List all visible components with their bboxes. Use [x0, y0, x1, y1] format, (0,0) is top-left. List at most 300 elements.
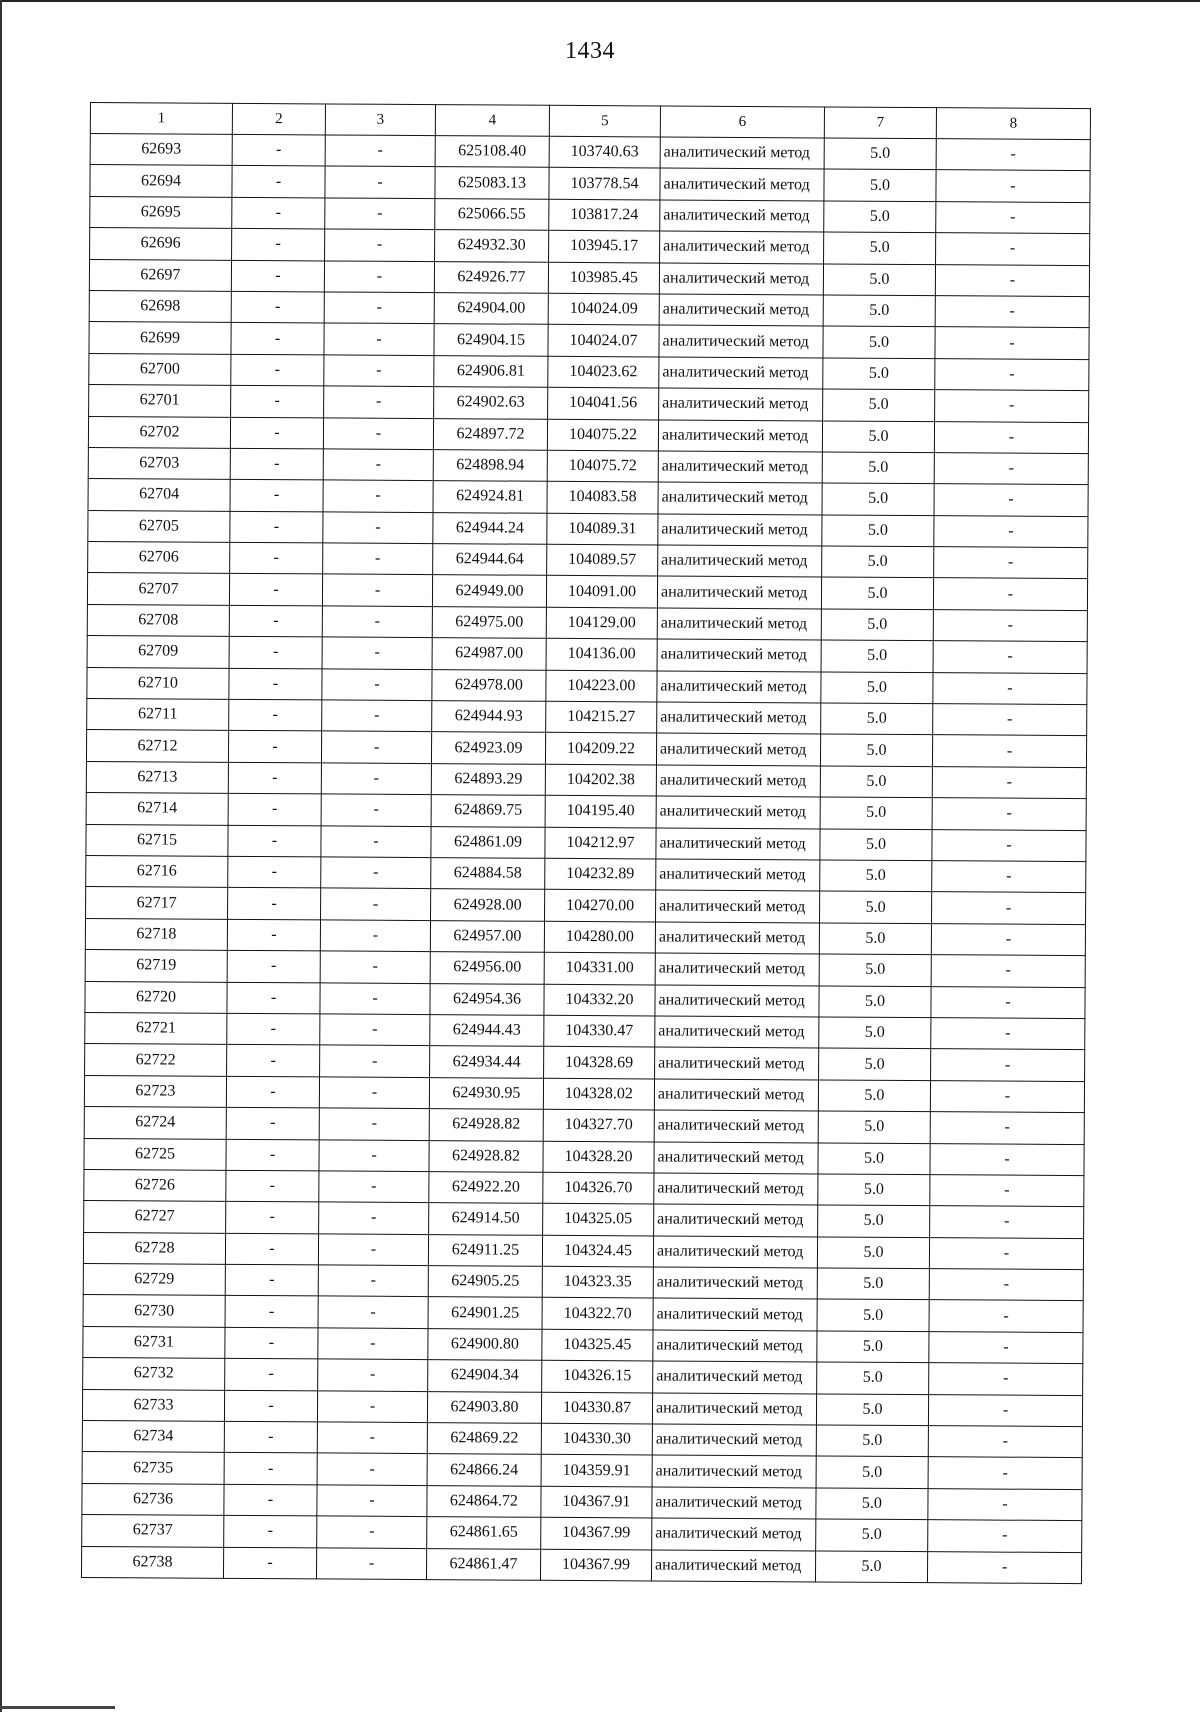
- col-8-value-cell: -: [936, 170, 1090, 202]
- coord-y-cell: 104332.20: [544, 984, 655, 1016]
- col-8-value-cell: -: [935, 327, 1089, 359]
- point-number-cell: 62710: [87, 667, 229, 699]
- coord-y-cell: 104091.00: [546, 576, 657, 608]
- accuracy-cell: 5.0: [823, 358, 935, 390]
- method-cell: аналитический метод: [653, 1361, 817, 1393]
- col-3-value-cell: -: [318, 1328, 428, 1360]
- col-8-value-cell: -: [931, 1049, 1085, 1081]
- point-number-cell: 62700: [89, 353, 231, 385]
- method-cell: аналитический метод: [652, 1424, 816, 1456]
- coord-y-cell: 104024.09: [548, 293, 659, 325]
- col-8-value-cell: -: [936, 233, 1090, 265]
- column-header-1: 1: [90, 103, 232, 135]
- col-3-value-cell: -: [322, 637, 432, 669]
- col-3-value-cell: -: [319, 1139, 429, 1171]
- coord-y-cell: 104083.58: [547, 482, 658, 514]
- point-number-cell: 62712: [86, 730, 228, 762]
- coord-x-cell: 624928.82: [429, 1109, 543, 1141]
- col-3-value-cell: -: [319, 1077, 429, 1109]
- accuracy-cell: 5.0: [818, 1080, 930, 1112]
- scan-border-left: [0, 0, 2, 1712]
- col-8-value-cell: -: [930, 1080, 1084, 1112]
- point-number-cell: 62718: [85, 918, 227, 950]
- coord-y-cell: 104324.45: [542, 1235, 653, 1267]
- coord-y-cell: 104330.87: [541, 1392, 652, 1424]
- coord-y-cell: 104270.00: [545, 890, 656, 922]
- col-2-value-cell: -: [229, 574, 322, 606]
- method-cell: аналитический метод: [657, 576, 821, 608]
- method-cell: аналитический метод: [658, 419, 822, 451]
- accuracy-cell: 5.0: [820, 766, 932, 798]
- coord-y-cell: 103778.54: [549, 168, 660, 200]
- col-3-value-cell: -: [323, 417, 433, 449]
- point-number-cell: 62701: [89, 385, 231, 417]
- col-2-value-cell: -: [230, 480, 323, 512]
- coord-y-cell: 104202.38: [545, 764, 656, 796]
- col-3-value-cell: -: [317, 1422, 427, 1454]
- col-8-value-cell: -: [934, 421, 1088, 453]
- col-2-value-cell: -: [225, 1296, 318, 1328]
- col-8-value-cell: -: [934, 453, 1088, 485]
- coord-y-cell: 104223.00: [546, 670, 657, 702]
- col-2-value-cell: -: [232, 166, 325, 198]
- coordinates-table: [81, 102, 1091, 1584]
- accuracy-cell: 5.0: [816, 1488, 928, 1520]
- col-2-value-cell: -: [230, 511, 323, 543]
- col-8-value-cell: -: [927, 1551, 1081, 1583]
- col-8-value-cell: -: [932, 766, 1086, 798]
- method-cell: аналитический метод: [659, 325, 823, 357]
- col-8-value-cell: -: [928, 1394, 1082, 1426]
- method-cell: аналитический метод: [653, 1267, 817, 1299]
- col-8-value-cell: -: [932, 735, 1086, 767]
- point-number-cell: 62734: [82, 1420, 224, 1452]
- point-number-cell: 62709: [87, 636, 229, 668]
- point-number-cell: 62737: [82, 1515, 224, 1547]
- method-cell: аналитический метод: [659, 294, 823, 326]
- col-3-value-cell: -: [325, 198, 435, 230]
- col-3-value-cell: -: [324, 292, 434, 324]
- col-2-value-cell: -: [226, 1107, 319, 1139]
- coord-x-cell: 624904.00: [434, 293, 548, 325]
- coord-x-cell: 624987.00: [432, 638, 546, 670]
- coord-y-cell: 104024.07: [548, 325, 659, 357]
- method-cell: аналитический метод: [659, 388, 823, 420]
- col-2-value-cell: -: [227, 919, 320, 951]
- point-number-cell: 62707: [87, 573, 229, 605]
- accuracy-cell: 5.0: [817, 1362, 929, 1394]
- coord-x-cell: 624904.15: [434, 324, 548, 356]
- col-8-value-cell: -: [930, 1175, 1084, 1207]
- coord-y-cell: 104136.00: [546, 639, 657, 671]
- point-number-cell: 62725: [84, 1138, 226, 1170]
- coord-y-cell: 104075.22: [547, 419, 658, 451]
- accuracy-cell: 5.0: [819, 923, 931, 955]
- point-number-cell: 62731: [83, 1326, 225, 1358]
- col-8-value-cell: -: [931, 955, 1085, 987]
- col-2-value-cell: -: [224, 1421, 317, 1453]
- method-cell: аналитический метод: [660, 168, 824, 200]
- col-8-value-cell: -: [934, 547, 1088, 579]
- col-2-value-cell: -: [231, 354, 324, 386]
- method-cell: аналитический метод: [652, 1393, 816, 1425]
- coord-y-cell: 104323.35: [542, 1266, 653, 1298]
- coord-y-cell: 104195.40: [545, 795, 656, 827]
- method-cell: аналитический метод: [656, 796, 820, 828]
- accuracy-cell: 5.0: [815, 1551, 927, 1583]
- col-3-value-cell: -: [318, 1234, 428, 1266]
- col-8-value-cell: -: [935, 296, 1089, 328]
- col-8-value-cell: -: [935, 358, 1089, 390]
- coord-y-cell: 104212.97: [545, 827, 656, 859]
- col-8-value-cell: -: [933, 641, 1087, 673]
- point-number-cell: 62714: [86, 793, 228, 825]
- col-2-value-cell: -: [227, 982, 320, 1014]
- method-cell: аналитический метод: [654, 1110, 818, 1142]
- col-8-value-cell: -: [934, 484, 1088, 516]
- accuracy-cell: 5.0: [818, 1111, 930, 1143]
- method-cell: аналитический метод: [660, 137, 824, 169]
- col-3-value-cell: -: [323, 480, 433, 512]
- col-3-value-cell: -: [324, 386, 434, 418]
- col-2-value-cell: -: [231, 260, 324, 292]
- accuracy-cell: 5.0: [824, 232, 936, 264]
- col-3-value-cell: -: [318, 1296, 428, 1328]
- coord-x-cell: 624956.00: [430, 952, 544, 984]
- col-2-value-cell: -: [224, 1484, 317, 1516]
- method-cell: аналитический метод: [656, 733, 820, 765]
- scan-border-top: [0, 0, 1200, 2]
- col-2-value-cell: -: [227, 951, 320, 983]
- coord-x-cell: 624957.00: [430, 920, 544, 952]
- page-number: 1434: [565, 38, 615, 64]
- coord-y-cell: 103817.24: [549, 199, 660, 231]
- method-cell: аналитический метод: [657, 639, 821, 671]
- col-2-value-cell: -: [229, 605, 322, 637]
- coord-y-cell: 104328.02: [543, 1078, 654, 1110]
- method-cell: аналитический метод: [659, 263, 823, 295]
- col-8-value-cell: -: [933, 704, 1087, 736]
- method-cell: аналитический метод: [656, 765, 820, 797]
- accuracy-cell: 5.0: [820, 797, 932, 829]
- col-3-value-cell: -: [325, 166, 435, 198]
- accuracy-cell: 5.0: [821, 703, 933, 735]
- point-number-cell: 62715: [86, 824, 228, 856]
- col-2-value-cell: -: [228, 825, 321, 857]
- coord-x-cell: 624906.81: [434, 355, 548, 387]
- col-8-value-cell: -: [929, 1237, 1083, 1269]
- col-3-value-cell: -: [321, 826, 431, 858]
- coord-x-cell: 624869.22: [427, 1423, 541, 1455]
- col-2-value-cell: -: [227, 1045, 320, 1077]
- point-number-cell: 62713: [86, 761, 228, 793]
- col-8-value-cell: -: [935, 264, 1089, 296]
- coord-x-cell: 624954.36: [430, 983, 544, 1015]
- col-3-value-cell: -: [324, 355, 434, 387]
- column-header-2: 2: [232, 103, 325, 135]
- col-2-value-cell: -: [228, 888, 321, 920]
- point-number-cell: 62726: [84, 1169, 226, 1201]
- scan-artifact-mark: [0, 1706, 115, 1709]
- point-number-cell: 62696: [90, 228, 232, 260]
- coord-x-cell: 625083.13: [435, 167, 549, 199]
- accuracy-cell: 5.0: [823, 326, 935, 358]
- coord-y-cell: 104367.91: [541, 1486, 652, 1518]
- col-2-value-cell: -: [228, 762, 321, 794]
- accuracy-cell: 5.0: [817, 1237, 929, 1269]
- col-8-value-cell: -: [932, 798, 1086, 830]
- col-8-value-cell: -: [930, 1143, 1084, 1175]
- point-number-cell: 62717: [86, 887, 228, 919]
- col-2-value-cell: -: [228, 731, 321, 763]
- method-cell: аналитический метод: [658, 451, 822, 483]
- coord-y-cell: 104232.89: [545, 858, 656, 890]
- point-number-cell: 62705: [88, 510, 230, 542]
- col-2-value-cell: -: [225, 1233, 318, 1265]
- method-cell: аналитический метод: [657, 671, 821, 703]
- point-number-cell: 62719: [85, 950, 227, 982]
- col-3-value-cell: -: [321, 857, 431, 889]
- accuracy-cell: 5.0: [822, 483, 934, 515]
- coord-y-cell: 103985.45: [548, 262, 659, 294]
- coord-x-cell: 624944.24: [433, 512, 547, 544]
- coord-y-cell: 104359.91: [541, 1455, 652, 1487]
- table-row: [81, 1546, 1081, 1583]
- col-2-value-cell: -: [226, 1139, 319, 1171]
- method-cell: аналитический метод: [657, 702, 821, 734]
- col-3-value-cell: -: [320, 982, 430, 1014]
- column-header-5: 5: [549, 105, 660, 137]
- coord-x-cell: 625066.55: [435, 198, 549, 230]
- col-3-value-cell: -: [322, 606, 432, 638]
- coord-y-cell: 104209.22: [545, 733, 656, 765]
- col-2-value-cell: -: [227, 1013, 320, 1045]
- accuracy-cell: 5.0: [816, 1519, 928, 1551]
- method-cell: аналитический метод: [651, 1550, 815, 1582]
- point-number-cell: 62738: [81, 1546, 223, 1578]
- col-2-value-cell: -: [231, 323, 324, 355]
- point-number-cell: 62735: [82, 1452, 224, 1484]
- accuracy-cell: 5.0: [821, 640, 933, 672]
- coord-x-cell: 624924.81: [433, 481, 547, 513]
- col-8-value-cell: -: [934, 515, 1088, 547]
- col-3-value-cell: -: [320, 1045, 430, 1077]
- col-8-value-cell: -: [930, 1112, 1084, 1144]
- coord-x-cell: 624861.09: [431, 826, 545, 858]
- col-3-value-cell: -: [321, 888, 431, 920]
- point-number-cell: 62721: [85, 1012, 227, 1044]
- coord-x-cell: 624884.58: [431, 858, 545, 890]
- col-8-value-cell: -: [929, 1363, 1083, 1395]
- method-cell: аналитический метод: [652, 1487, 816, 1519]
- col-3-value-cell: -: [323, 449, 433, 481]
- method-cell: аналитический метод: [658, 514, 822, 546]
- coord-y-cell: 104089.31: [547, 513, 658, 545]
- method-cell: аналитический метод: [652, 1518, 816, 1550]
- point-number-cell: 62706: [88, 542, 230, 574]
- col-2-value-cell: -: [230, 448, 323, 480]
- coord-x-cell: 624893.29: [431, 763, 545, 795]
- col-8-value-cell: -: [930, 1206, 1084, 1238]
- col-3-value-cell: -: [322, 669, 432, 701]
- point-number-cell: 62711: [87, 699, 229, 731]
- coord-x-cell: 624923.09: [431, 732, 545, 764]
- accuracy-cell: 5.0: [818, 1142, 930, 1174]
- coord-x-cell: 624926.77: [434, 261, 548, 293]
- method-cell: аналитический метод: [655, 922, 819, 954]
- col-8-value-cell: -: [936, 139, 1090, 171]
- coord-x-cell: 624901.25: [428, 1297, 542, 1329]
- coord-x-cell: 624861.47: [426, 1548, 540, 1580]
- col-8-value-cell: -: [929, 1269, 1083, 1301]
- col-3-value-cell: -: [322, 574, 432, 606]
- point-number-cell: 62732: [83, 1358, 225, 1390]
- point-number-cell: 62729: [83, 1264, 225, 1296]
- point-number-cell: 62728: [83, 1232, 225, 1264]
- coord-x-cell: 624934.44: [430, 1046, 544, 1078]
- point-number-cell: 62703: [88, 447, 230, 479]
- column-header-6: 6: [660, 106, 824, 138]
- coord-y-cell: 104322.70: [542, 1298, 653, 1330]
- col-3-value-cell: -: [324, 260, 434, 292]
- point-number-cell: 62699: [89, 322, 231, 354]
- method-cell: аналитический метод: [656, 890, 820, 922]
- col-2-value-cell: -: [232, 134, 325, 166]
- col-2-value-cell: -: [226, 1076, 319, 1108]
- col-2-value-cell: -: [229, 699, 322, 731]
- method-cell: аналитический метод: [656, 828, 820, 860]
- column-header-4: 4: [435, 105, 549, 137]
- coord-x-cell: 624914.50: [429, 1203, 543, 1235]
- accuracy-cell: 5.0: [821, 609, 933, 641]
- coord-x-cell: 624932.30: [435, 230, 549, 262]
- method-cell: аналитический метод: [658, 545, 822, 577]
- point-number-cell: 62695: [90, 196, 232, 228]
- point-number-cell: 62722: [85, 1044, 227, 1076]
- method-cell: аналитический метод: [655, 1016, 819, 1048]
- col-3-value-cell: -: [320, 920, 430, 952]
- accuracy-cell: 5.0: [816, 1425, 928, 1457]
- col-8-value-cell: -: [929, 1300, 1083, 1332]
- point-number-cell: 62716: [86, 855, 228, 887]
- table-body: [81, 134, 1090, 1584]
- coord-x-cell: 624864.72: [427, 1485, 541, 1517]
- accuracy-cell: 5.0: [819, 954, 931, 986]
- point-number-cell: 62698: [89, 290, 231, 322]
- col-2-value-cell: -: [229, 668, 322, 700]
- coord-y-cell: 103740.63: [549, 136, 660, 168]
- coord-x-cell: 624902.63: [434, 387, 548, 419]
- coord-x-cell: 624978.00: [432, 669, 546, 701]
- coord-y-cell: 104041.56: [548, 387, 659, 419]
- coord-x-cell: 624930.95: [429, 1077, 543, 1109]
- col-3-value-cell: -: [321, 763, 431, 795]
- col-2-value-cell: -: [226, 1170, 319, 1202]
- coord-y-cell: 104075.72: [547, 450, 658, 482]
- coord-x-cell: 624911.25: [428, 1234, 542, 1266]
- coord-y-cell: 104089.57: [547, 544, 658, 576]
- coord-x-cell: 625108.40: [435, 136, 549, 168]
- method-cell: аналитический метод: [655, 1047, 819, 1079]
- coord-x-cell: 624949.00: [432, 575, 546, 607]
- point-number-cell: 62736: [82, 1483, 224, 1515]
- coord-y-cell: 104330.47: [544, 1015, 655, 1047]
- point-number-cell: 62693: [90, 134, 232, 166]
- col-3-value-cell: -: [323, 543, 433, 575]
- col-2-value-cell: -: [224, 1453, 317, 1485]
- col-3-value-cell: -: [318, 1265, 428, 1297]
- method-cell: аналитический метод: [654, 1204, 818, 1236]
- coord-x-cell: 624944.93: [432, 701, 546, 733]
- accuracy-cell: 5.0: [820, 734, 932, 766]
- point-number-cell: 62697: [89, 259, 231, 291]
- col-8-value-cell: -: [931, 986, 1085, 1018]
- coord-y-cell: 104280.00: [544, 921, 655, 953]
- col-3-value-cell: -: [325, 135, 435, 167]
- col-2-value-cell: -: [232, 229, 325, 261]
- method-cell: аналитический метод: [660, 231, 824, 263]
- col-8-value-cell: -: [933, 578, 1087, 610]
- accuracy-cell: 5.0: [819, 986, 931, 1018]
- col-8-value-cell: -: [928, 1457, 1082, 1489]
- col-3-value-cell: -: [319, 1171, 429, 1203]
- accuracy-cell: 5.0: [822, 546, 934, 578]
- col-2-value-cell: -: [225, 1264, 318, 1296]
- col-2-value-cell: -: [225, 1327, 318, 1359]
- coord-x-cell: 624928.82: [429, 1140, 543, 1172]
- coord-x-cell: 624900.80: [428, 1328, 542, 1360]
- col-8-value-cell: -: [933, 672, 1087, 704]
- accuracy-cell: 5.0: [824, 201, 936, 233]
- coord-x-cell: 624866.24: [427, 1454, 541, 1486]
- col-2-value-cell: -: [228, 794, 321, 826]
- column-header-3: 3: [325, 104, 435, 136]
- accuracy-cell: 5.0: [817, 1299, 929, 1331]
- coord-x-cell: 624944.43: [430, 1015, 544, 1047]
- col-3-value-cell: -: [317, 1453, 427, 1485]
- accuracy-cell: 5.0: [816, 1456, 928, 1488]
- point-number-cell: 62720: [85, 981, 227, 1013]
- point-number-cell: 62702: [88, 416, 230, 448]
- col-3-value-cell: -: [320, 1014, 430, 1046]
- accuracy-cell: 5.0: [816, 1394, 928, 1426]
- col-2-value-cell: -: [228, 856, 321, 888]
- coord-y-cell: 104215.27: [546, 701, 657, 733]
- col-3-value-cell: -: [316, 1547, 426, 1579]
- point-number-cell: 62723: [84, 1075, 226, 1107]
- accuracy-cell: 5.0: [820, 860, 932, 892]
- col-3-value-cell: -: [321, 794, 431, 826]
- col-2-value-cell: -: [232, 197, 325, 229]
- coord-x-cell: 624928.00: [431, 889, 545, 921]
- col-3-value-cell: -: [318, 1359, 428, 1391]
- coord-y-cell: 104326.15: [542, 1361, 653, 1393]
- col-8-value-cell: -: [928, 1426, 1082, 1458]
- coord-x-cell: 624903.80: [427, 1391, 541, 1423]
- accuracy-cell: 5.0: [822, 420, 934, 452]
- col-3-value-cell: -: [321, 731, 431, 763]
- coord-x-cell: 624869.75: [431, 795, 545, 827]
- method-cell: аналитический метод: [653, 1330, 817, 1362]
- accuracy-cell: 5.0: [822, 452, 934, 484]
- accuracy-cell: 5.0: [818, 1205, 930, 1237]
- col-8-value-cell: -: [936, 201, 1090, 233]
- col-3-value-cell: -: [323, 512, 433, 544]
- col-2-value-cell: -: [231, 291, 324, 323]
- method-cell: аналитический метод: [659, 357, 823, 389]
- accuracy-cell: 5.0: [817, 1268, 929, 1300]
- col-2-value-cell: -: [230, 417, 323, 449]
